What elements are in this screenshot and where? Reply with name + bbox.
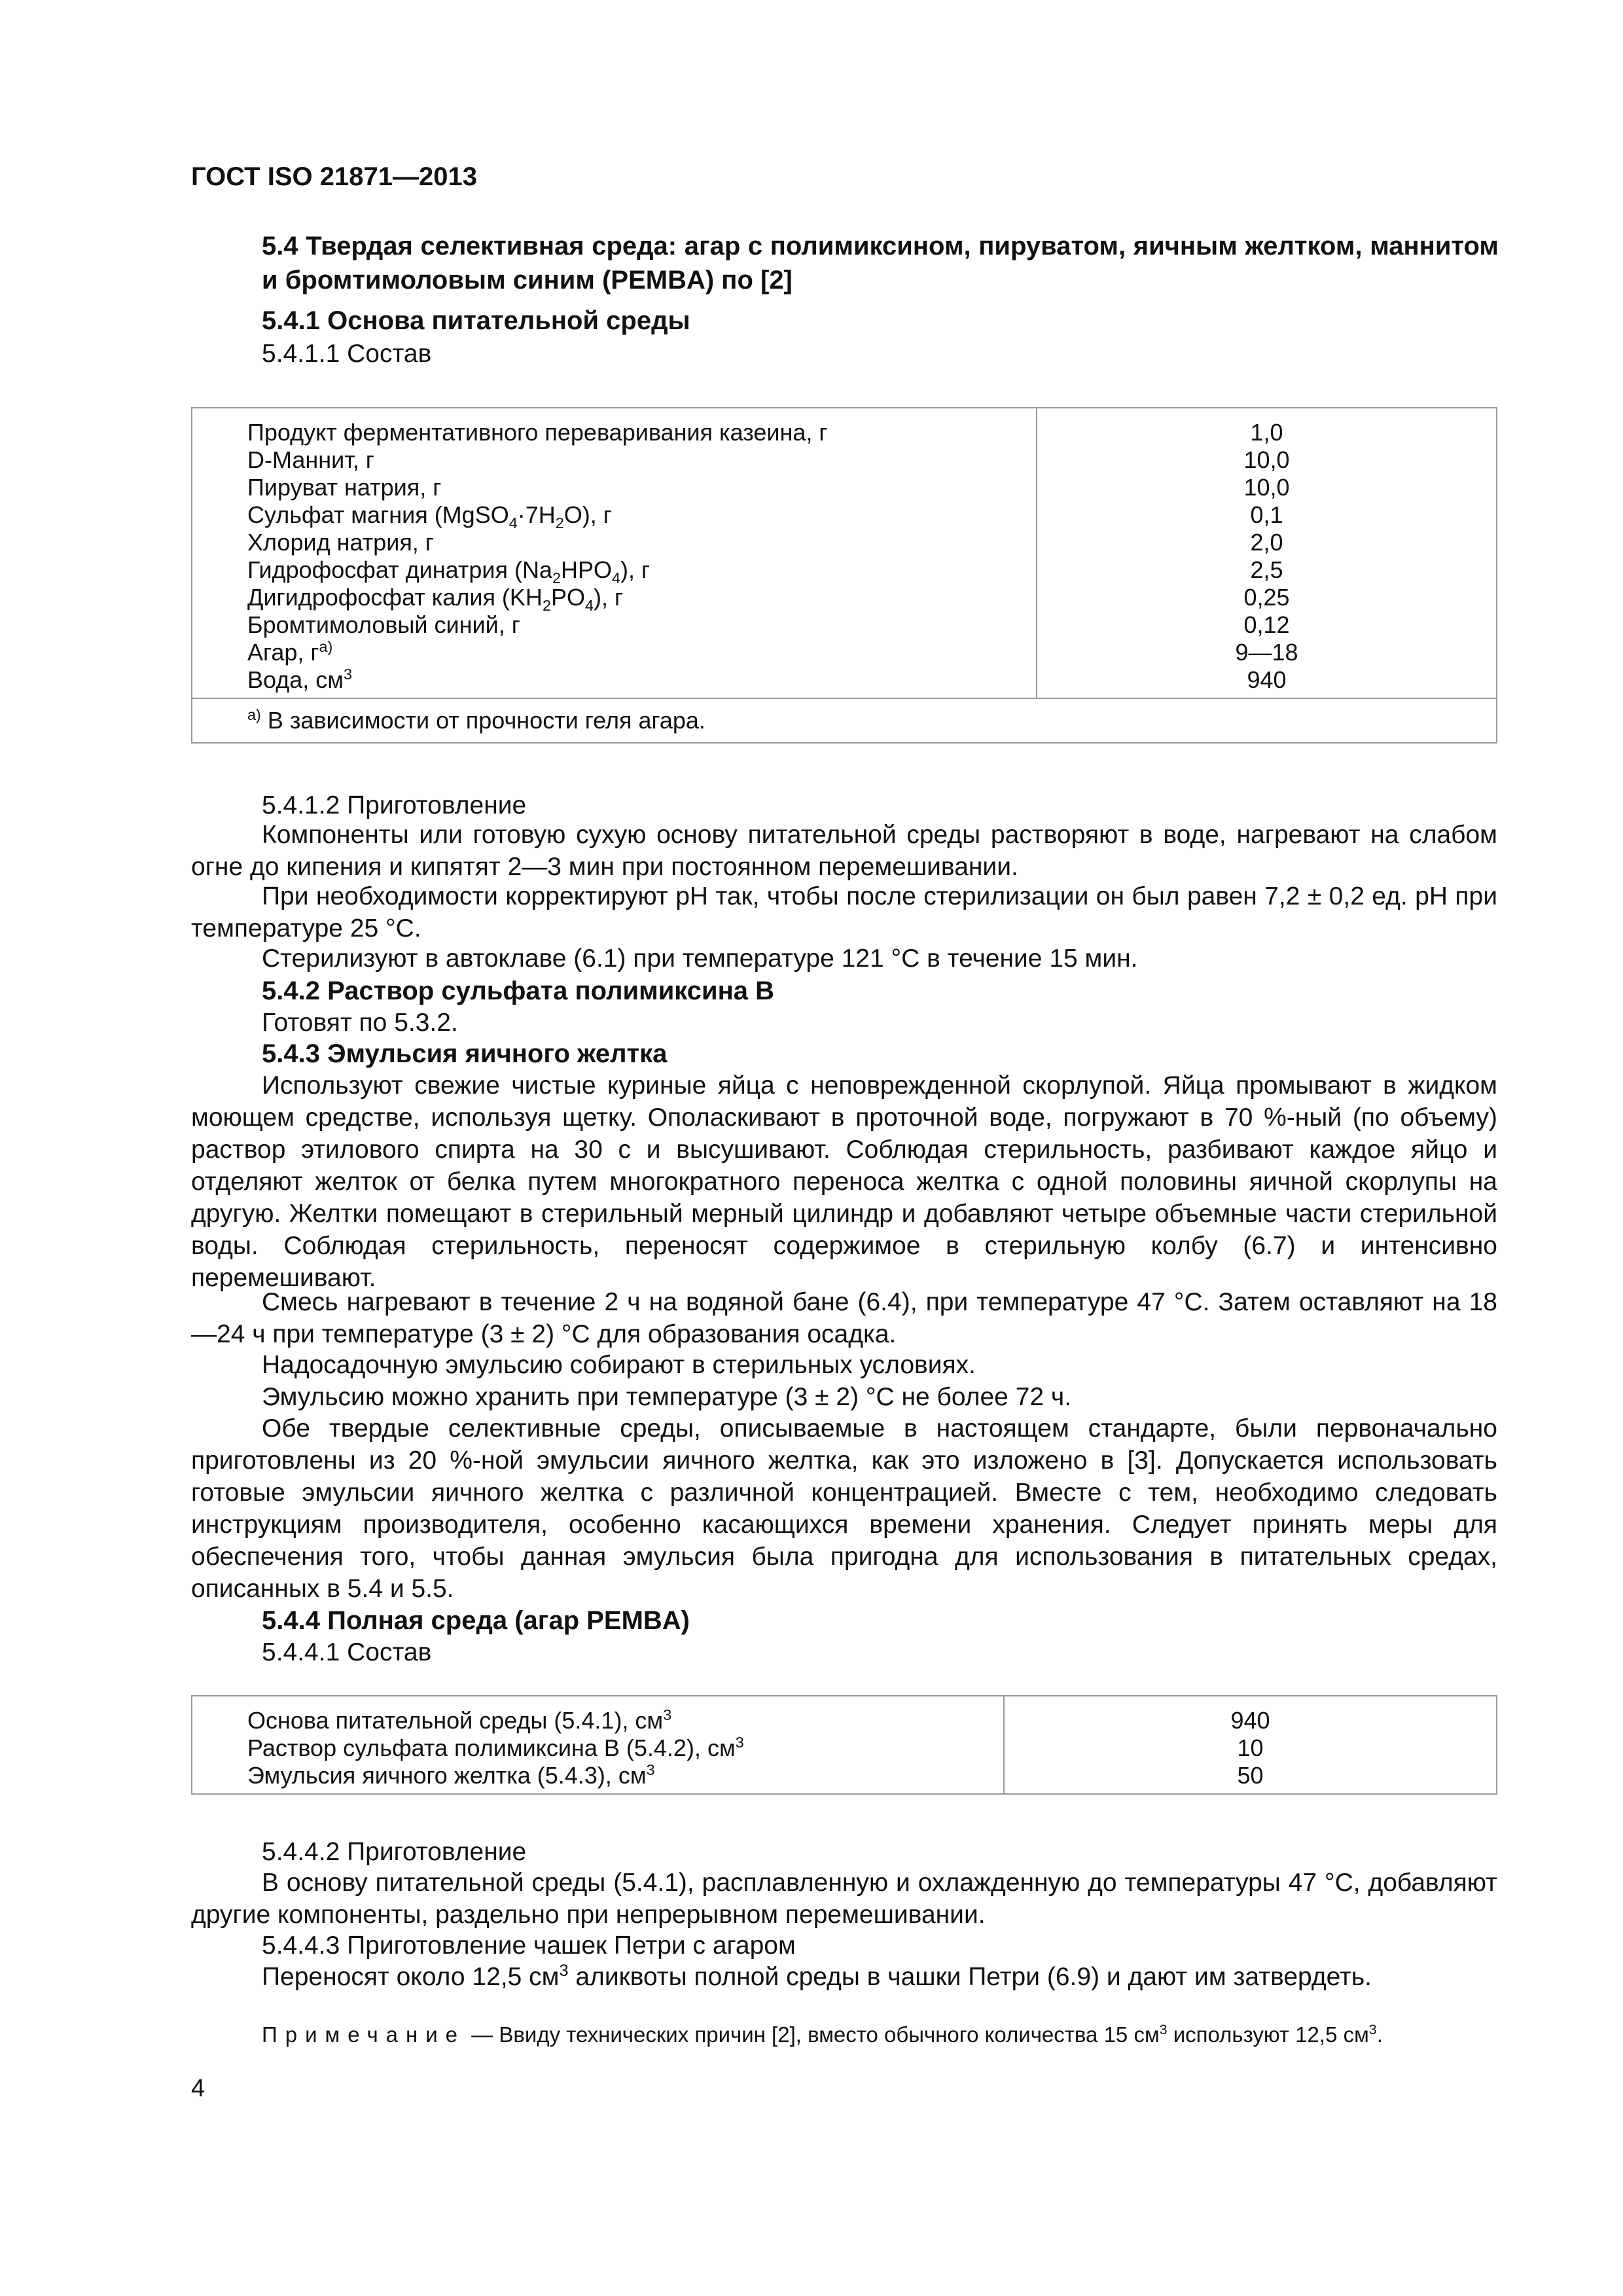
ingredient-values-cell [1004,1696,1497,1794]
section-5-4-2-title: 5.4.2 Раствор сульфата полимиксина В [262,977,775,1005]
ingredient-value: 2,0 [1250,529,1283,556]
ingredient-name: Основа питательной среды (5.4.1), $см^3$ [247,1706,672,1734]
paragraph: Эмульсию можно хранить при температуре (3 ± 2) °С не более 72 ч. [262,1383,1072,1411]
ingredient-name: Вода, $см^3$ [247,666,353,693]
ingredient-value: 1,0 [1250,419,1283,446]
table-footnote: $^{а)}$ В зависимости от прочности геля агара. [192,698,1497,743]
section-5-4-3-title: 5.4.3 Эмульсия яичного желтка [262,1039,668,1068]
ingredient-name: Продукт ферментативного переваривания казеина, г [247,419,828,446]
section-5-4-4-title: 5.4.4 Полная среда (агар PEMBA) [262,1606,690,1635]
composition-table-complete [191,1695,1497,1795]
ingredient-value: 10,0 [1243,474,1290,501]
section-5-4-4-3-title: 5.4.4.3 Приготовление чашек Петри с агаром [262,1931,796,1960]
ingredient-name: Раствор сульфата полимиксина В (5.4.2), $см^3$ [247,1734,744,1761]
ingredient-name: Сульфат магния $(MgSO_4\cdot 7H_2O)$, г [247,501,612,532]
paragraph: Готовят по 5.3.2. [262,1009,458,1037]
ingredient-name: Дигидрофосфат калия $(KH_2PO_4)$, г [247,584,624,615]
paragraph: Стерилизуют в автоклаве (6.1) при температуре 121 °С в течение 15 мин. [262,944,1138,973]
note [262,2022,1383,2047]
ingredient-name: Хлорид натрия, г [247,529,434,556]
note-label: Примечание [262,2022,466,2047]
ingredient-name: D-Маннит, г [247,446,374,473]
ingredient-name: Агар, $г^{а)}$ [247,638,333,666]
ingredient-value: 10 [1237,1734,1264,1761]
paragraph: Смесь нагревают в течение 2 ч на водяной бане (6.4), при температуре 47 °С. Затем оставляют на 18—24 ч при температуре (3 ± 2) °С для образования осадка. [191,1288,1497,1348]
section-5-4-title: 5.4 Твердая селективная среда: агар с полимиксином, пируватом, яичным желтком, маннитом и бромтимоловым синим (PEMBA) по [2] [262,232,1499,295]
paragraph: Обе твердые селективные среды, описываемые в настоящем стандарте, были первоначально приготовлены из 20 %-ной эмульсии яичного желтка, как это изложено в [3]. Допускается использовать готовые эмульсии яичного желтка с различной концентрацией. Вместе с тем, необходимо следовать инструкциям производителя, особенно касающихся времени хранения. Следует принять меры для обеспечения того, чтобы данная эмульсия была пригодна для использования в питательных средах, описанных в 5.4 и 5.5. [191,1414,1497,1603]
document-header: ГОСТ ISO 21871—2013 [191,162,477,191]
paragraph: Надосадочную эмульсию собирают в стерильных условиях. [262,1351,976,1379]
section-5-4-1-2-title: 5.4.1.2 Приготовление [262,791,527,819]
ingredient-value: 0,12 [1243,611,1290,638]
ingredient-name: Пируват натрия, г [247,474,442,501]
ingredient-value: 0,1 [1250,501,1283,528]
paragraph: Компоненты или готовую сухую основу питательной среды растворяют в воде, нагревают на слабом огне до кипения и кипятят 2—3 мин при постоянном перемешивании. [191,821,1497,881]
section-5-4-4-1-title: 5.4.4.1 Состав [262,1638,432,1666]
ingredient-names-cell [192,1696,1004,1794]
ingredient-value: 50 [1237,1762,1264,1789]
ingredient-value: 9—18 [1235,639,1298,666]
paragraph: Переносят около 12,5 $см^3$ аликвоты полной среды в чашки Петри (6.9) и дают им затвердеть. [262,1962,1372,1991]
ingredient-names-cell [192,408,1037,698]
ingredient-name: Эмульсия яичного желтка (5.4.3), $см^3$ [247,1761,655,1789]
ingredient-name: Бромтимоловый синий, г [247,611,520,638]
note-text: — Ввиду технических причин [2], вместо обычного количества 15 $см^3$ используют 12,5 $см^3$. [465,2022,1383,2047]
ingredient-value: 0,25 [1243,584,1290,611]
page-number: 4 [191,2075,205,2102]
composition-table-base [191,407,1497,744]
ingredient-name: Гидрофосфат динатрия $(Na_2HPO_4)$, г [247,556,651,587]
ingredient-value: 940 [1247,666,1287,693]
paragraph: При необходимости корректируют pH так, чтобы после стерилизации он был равен 7,2 ± 0,2 ед. pH при температуре 25 °С. [191,882,1497,942]
ingredient-value: 940 [1230,1707,1270,1734]
paragraph: В основу питательной среды (5.4.1), расплавленную и охлажденную до температуры 47 °С, добавляют другие компоненты, раздельно при непрерывном перемешивании. [191,1869,1497,1929]
ingredient-value: 2,5 [1250,556,1283,583]
section-5-4-4-2-title: 5.4.4.2 Приготовление [262,1838,527,1866]
ingredient-values-cell [1037,408,1497,698]
paragraph: Используют свежие чистые куриные яйца с неповрежденной скорлупой. Яйца промывают в жидком моющем средстве, используя щетку. Ополаскивают в проточной воде, погружают в 70 %-ный (по объему) раствор этилового спирта на 30 с и высушивают. Соблюдая стерильность, разбивают каждое яйцо и отделяют желток от белка путем многократного переноса желтка с одной половины яичной скорлупы на другую. Желтки помещают в стерильный мерный цилиндр и добавляют четыре объемные части стерильной воды. Соблюдая стерильность, переносят содержимое в стерильную колбу (6.7) и интенсивно перемешивают. [191,1071,1497,1292]
section-5-4-1-1-title: 5.4.1.1 Состав [262,340,432,368]
section-5-4-1-title: 5.4.1 Основа питательной среды [262,306,690,335]
ingredient-value: 10,0 [1243,446,1290,473]
